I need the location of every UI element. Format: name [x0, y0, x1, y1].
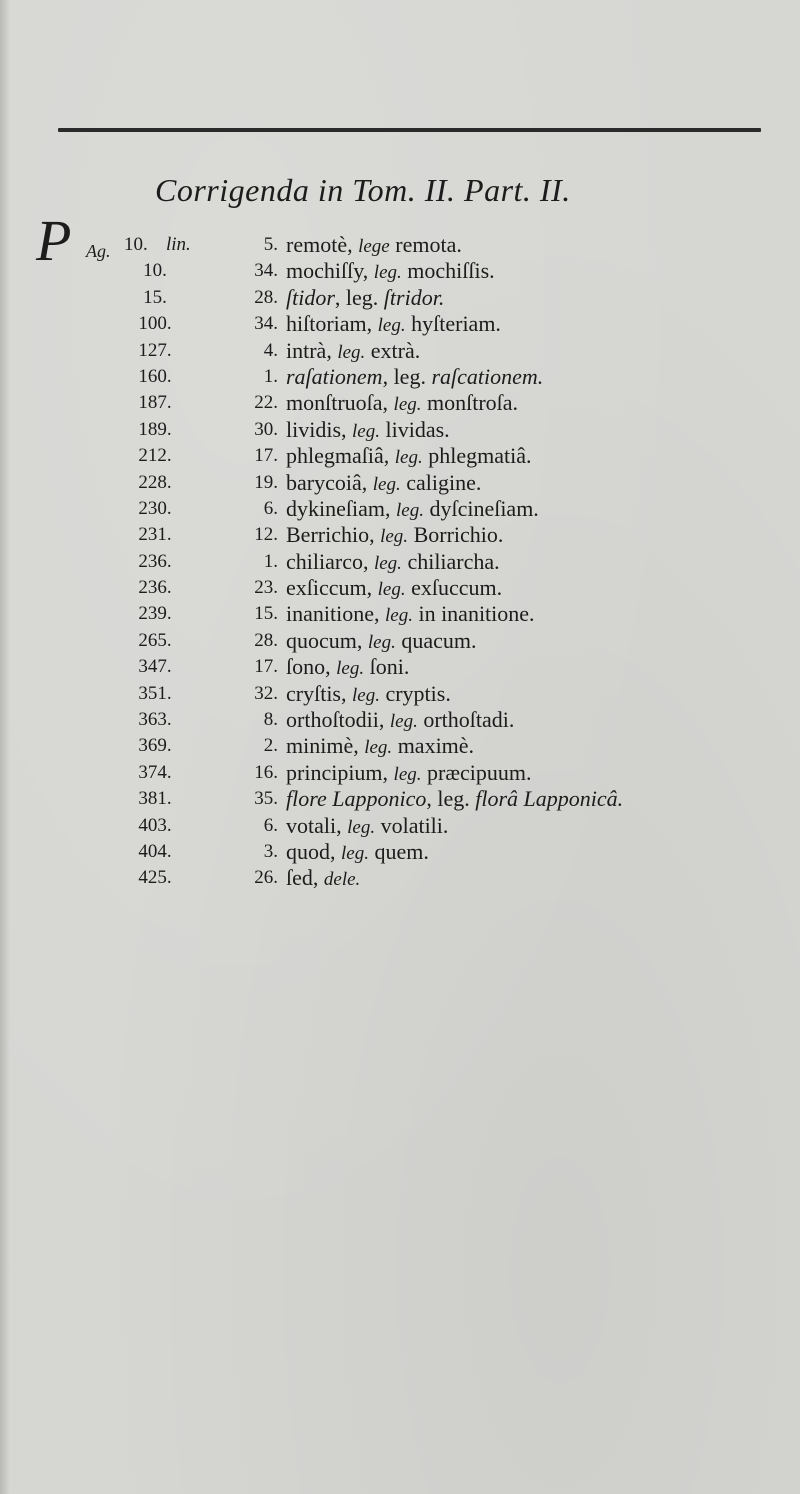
errata-separator: , [334, 284, 341, 310]
errata-page-number: 189. [138, 418, 172, 440]
errata-correction [286, 285, 786, 311]
errata-page-number: 10. [124, 234, 148, 255]
errata-lege-label: lege [358, 236, 390, 257]
errata-correct-text: lividas. [385, 416, 450, 442]
errata-correct-text: in inanitione. [418, 601, 535, 627]
errata-correction [286, 601, 786, 629]
errata-wrong-text: quocum [286, 627, 357, 653]
errata-lege-label: leg. [393, 763, 422, 785]
errata-row [0, 496, 800, 522]
errata-correction [286, 707, 786, 735]
errata-row [0, 232, 800, 261]
errata-page-number: 160. [138, 365, 172, 387]
errata-separator: , [426, 786, 432, 812]
pag-abbrev: Ag. [86, 241, 111, 261]
errata-correct-text: maximè. [397, 733, 475, 759]
errata-row [0, 813, 800, 839]
errata-wrong-text: flore Lapponico [286, 786, 427, 812]
errata-line-number: 16. [254, 761, 278, 783]
errata-correction [286, 417, 786, 445]
errata-separator: , [341, 416, 347, 442]
errata-line-number: 3. [263, 840, 278, 862]
errata-correct-text: hyſteriam. [411, 311, 501, 337]
errata-row [0, 417, 800, 443]
errata-separator: , [373, 601, 380, 627]
errata-row [0, 311, 800, 337]
errata-lege-label: leg. [393, 363, 426, 389]
errata-page-number: 347. [138, 656, 172, 678]
errata-page-number: 228. [138, 471, 172, 493]
errata-lege-label: dele. [323, 869, 361, 891]
errata-separator: , [326, 337, 332, 363]
errata-correction [286, 786, 786, 812]
errata-line-number: 34. [254, 313, 278, 335]
errata-lege-label: leg. [380, 526, 409, 548]
errata-row [0, 575, 800, 601]
errata-row [0, 681, 800, 707]
errata-lege-label: leg. [389, 711, 418, 733]
errata-correct-text: mochiſſis. [407, 258, 495, 284]
header-rule [58, 128, 761, 132]
errata-wrong-text: inanitione [286, 601, 374, 627]
errata-correct-text: caligine. [406, 469, 482, 495]
errata-wrong-text: remotè [286, 232, 348, 257]
errata-correction [286, 760, 786, 788]
lin-abbrev: lin. [166, 234, 191, 255]
errata-lege-label: leg. [395, 499, 424, 521]
errata-line-number: 17. [254, 445, 278, 467]
errata-wrong-text: Berrichio [286, 522, 370, 548]
errata-row [0, 839, 800, 865]
errata-correction [286, 364, 786, 390]
errata-correction [286, 338, 786, 366]
errata-line-number: 32. [254, 682, 278, 704]
errata-row [0, 470, 800, 496]
errata-line-number: 6. [263, 814, 278, 836]
errata-lege-label: leg. [377, 315, 406, 337]
errata-correct-text: extrà. [370, 337, 421, 363]
errata-correction [286, 839, 786, 867]
errata-line-number: 22. [254, 392, 278, 414]
errata-lege-label: leg. [367, 631, 396, 653]
errata-correction [286, 496, 786, 524]
errata-wrong-text: dykineſiam [286, 495, 385, 521]
errata-correction [286, 549, 786, 577]
errata-correct-text: cryptis. [385, 680, 451, 706]
errata-row [0, 338, 800, 364]
errata-row [0, 443, 800, 469]
errata-row [0, 390, 800, 416]
errata-correct-text: quem. [374, 838, 429, 864]
errata-page-number: 236. [138, 550, 172, 572]
errata-correction [286, 733, 786, 761]
errata-separator: , [312, 865, 319, 891]
errata-correct-text: orthoſtadi. [423, 707, 515, 733]
errata-page-number: 425. [138, 867, 172, 889]
errata-separator: , [366, 575, 373, 601]
errata-wrong-text: orthoſtodii [286, 707, 379, 733]
errata-correct-text: ſoni. [369, 654, 410, 680]
errata-page-number: 239. [138, 603, 172, 625]
errata-line-number: 23. [254, 577, 278, 599]
errata-wrong-text: intrà [286, 337, 327, 363]
errata-wrong-text: barycoiâ [286, 469, 362, 495]
errata-correction [286, 865, 786, 893]
errata-correction [286, 258, 786, 286]
errata-correction [286, 681, 786, 709]
errata-line-number: 1. [263, 550, 278, 572]
errata-wrong-text: cryſtis [286, 680, 341, 706]
page-heading: Corrigenda in Tom. II. Part. II. [155, 172, 571, 208]
errata-page-number: 100. [138, 313, 172, 335]
errata-lege-label: leg. [373, 552, 402, 574]
errata-correct-text: remota. [395, 232, 462, 257]
errata-wrong-text: lividis [286, 416, 342, 442]
errata-line-number: 30. [254, 418, 278, 440]
errata-row [0, 628, 800, 654]
errata-line-number: 5. [263, 234, 278, 255]
errata-wrong-text: votali [286, 812, 337, 838]
errata-page-number: 374. [138, 761, 172, 783]
errata-wrong-text: quod [286, 838, 330, 864]
errata-line-number: 8. [263, 709, 278, 731]
errata-page-number: 404. [138, 840, 172, 862]
errata-wrong-text: raſationem [286, 363, 383, 389]
errata-lege-label: leg. [393, 394, 422, 416]
errata-lege-label: leg. [345, 284, 379, 310]
errata-wrong-text: mochiſſy [286, 258, 363, 284]
errata-row [0, 258, 800, 284]
errata-correct-text: volatili. [380, 812, 449, 838]
errata-wrong-text: chiliarco [286, 548, 363, 574]
errata-page-number: 127. [138, 339, 172, 361]
errata-correction [286, 522, 786, 550]
errata-page-number: 15. [143, 286, 167, 308]
errata-line-number: 34. [254, 260, 278, 282]
errata-line-number: 19. [254, 471, 278, 493]
errata-lege-label: leg. [437, 786, 470, 812]
errata-page-number: 265. [138, 629, 172, 651]
errata-separator: , [366, 311, 373, 337]
errata-correct-text: exſuccum. [411, 575, 503, 601]
errata-list [0, 232, 800, 892]
errata-wrong-text: phlegmaſiâ [286, 443, 384, 469]
errata-correction [286, 654, 786, 682]
errata-page-number: 381. [138, 788, 172, 810]
errata-separator: , [362, 258, 369, 284]
errata-row [0, 733, 800, 759]
errata-page-number: 230. [138, 497, 172, 519]
errata-separator: , [378, 707, 385, 733]
errata-wrong-text: principium [286, 759, 383, 785]
errata-wrong-text: ſed [286, 865, 313, 891]
errata-lege-label: leg. [352, 684, 380, 706]
errata-separator: , [362, 548, 369, 574]
errata-wrong-text: hiſtoriam [286, 311, 367, 337]
errata-lege-label: leg. [384, 605, 413, 627]
errata-correct-text: raſcationem. [431, 363, 544, 389]
errata-correction [286, 470, 786, 498]
errata-separator: , [356, 627, 363, 653]
errata-wrong-text: ſtidor [286, 284, 335, 310]
errata-lege-label: leg. [347, 816, 376, 838]
errata-correct-text: chiliarcha. [407, 548, 500, 574]
errata-separator: , [382, 759, 389, 785]
errata-separator: , [336, 812, 342, 838]
errata-row [0, 601, 800, 627]
errata-line-number: 26. [254, 867, 278, 889]
errata-row [0, 522, 800, 548]
errata-separator: , [384, 495, 391, 521]
errata-row [0, 865, 800, 891]
errata-row [0, 707, 800, 733]
errata-correct-text: ſtridor. [383, 284, 445, 310]
errata-lege-label: leg. [372, 473, 401, 495]
errata-separator: , [325, 654, 331, 680]
errata-correct-text: phlegmatiâ. [428, 443, 532, 469]
errata-line-number: 15. [254, 603, 278, 625]
errata-page-number: 231. [138, 524, 172, 546]
errata-page-number: 403. [138, 814, 172, 836]
errata-page-number: 187. [138, 392, 172, 414]
errata-row [0, 654, 800, 680]
errata-separator: , [382, 363, 389, 389]
errata-separator: , [361, 469, 368, 495]
errata-correct-text: florâ Lapponicâ. [475, 786, 624, 812]
errata-separator: , [353, 733, 359, 759]
errata-page-number: 363. [138, 709, 172, 731]
errata-page-number: 351. [138, 682, 172, 704]
errata-correct-text: monſtroſa. [427, 390, 519, 416]
errata-correction [286, 628, 786, 656]
errata-wrong-text: minimè [286, 733, 354, 759]
errata-correction [286, 311, 786, 339]
errata-correction [286, 232, 786, 260]
errata-line-number: 35. [254, 788, 278, 810]
errata-row [0, 364, 800, 390]
errata-line-number: 4. [263, 339, 278, 361]
drop-cap: P [36, 208, 72, 273]
errata-row [0, 786, 800, 812]
errata-row [0, 549, 800, 575]
errata-correction [286, 575, 786, 603]
errata-page-number: 212. [138, 445, 172, 467]
errata-line-number: 6. [263, 497, 278, 519]
errata-correct-text: dyſcineſiam. [429, 495, 539, 521]
errata-lege-label: leg. [364, 737, 393, 759]
errata-line-number: 2. [263, 735, 278, 757]
errata-correction [286, 813, 786, 841]
errata-separator: , [347, 232, 353, 257]
errata-row [0, 285, 800, 311]
errata-line-number: 17. [254, 656, 278, 678]
errata-correct-text: Borrichio. [413, 522, 504, 548]
errata-separator: , [341, 680, 347, 706]
errata-separator: , [369, 522, 375, 548]
errata-correct-text: quacum. [401, 627, 477, 653]
errata-page-number: 236. [138, 577, 172, 599]
errata-lege-label: leg. [373, 262, 402, 284]
errata-page-number: 10. [143, 260, 167, 282]
errata-line-number: 12. [254, 524, 278, 546]
errata-line-number: 28. [254, 629, 278, 651]
errata-page-number: 369. [138, 735, 172, 757]
errata-row [0, 760, 800, 786]
errata-correct-text: præcipuum. [427, 759, 532, 785]
errata-separator: , [383, 443, 390, 469]
errata-lege-label: leg. [337, 341, 366, 363]
errata-lege-label: leg. [336, 658, 365, 680]
errata-lege-label: leg. [341, 842, 369, 864]
errata-line-number: 1. [263, 365, 278, 387]
errata-line-number: 28. [254, 286, 278, 308]
errata-separator: , [382, 390, 389, 416]
errata-wrong-text: ſono [286, 654, 326, 680]
errata-correction [286, 443, 786, 471]
errata-lege-label: leg. [394, 447, 423, 469]
errata-wrong-text: exſiccum [286, 575, 367, 601]
errata-lege-label: leg. [377, 579, 406, 601]
errata-lege-label: leg. [352, 420, 380, 442]
errata-wrong-text: monſtruoſa [286, 390, 383, 416]
errata-correction [286, 390, 786, 418]
errata-separator: , [330, 838, 336, 864]
